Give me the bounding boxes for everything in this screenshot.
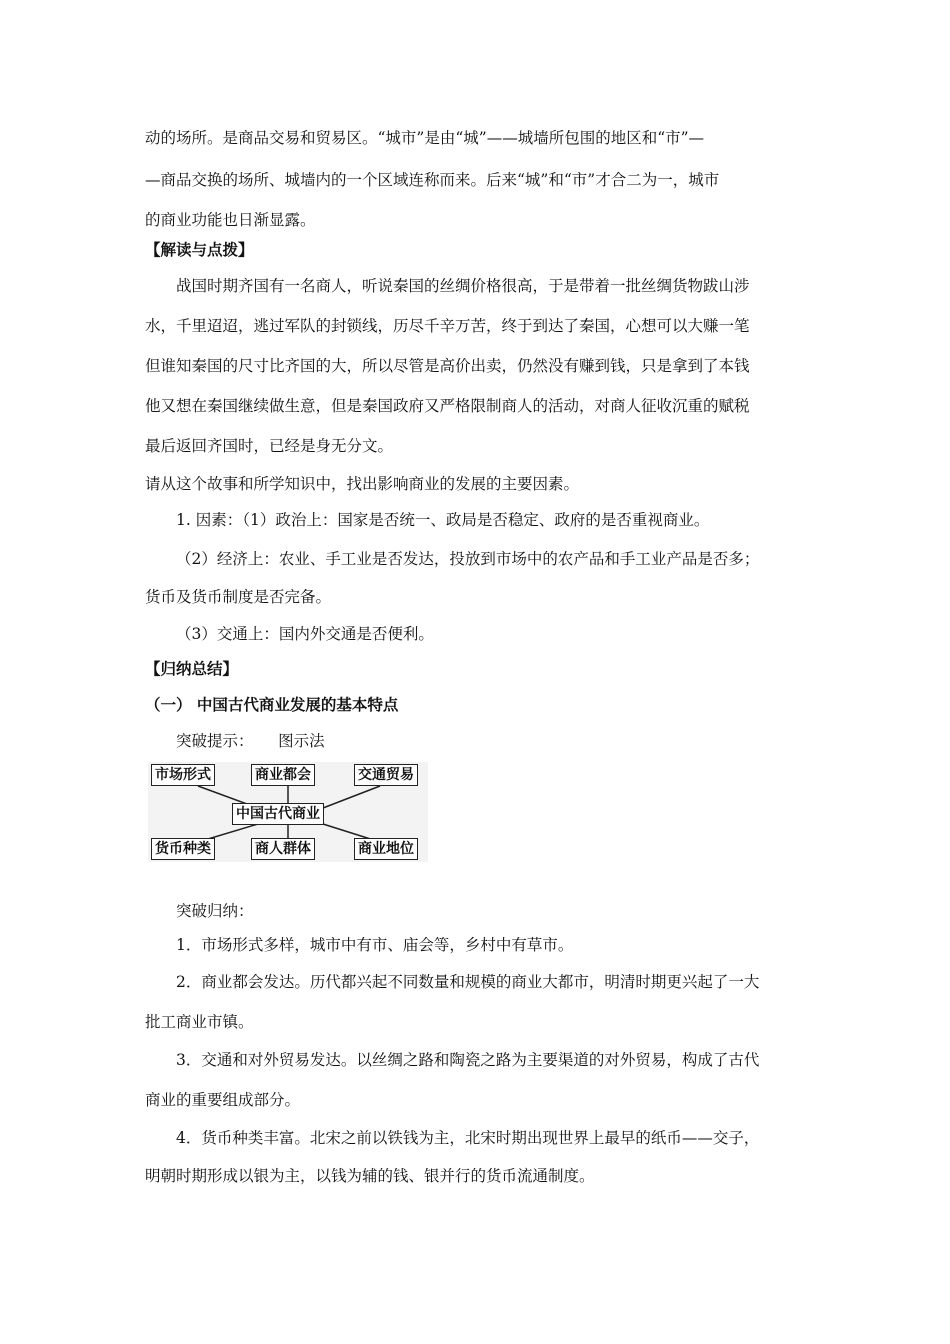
diagram-node-center: 中国古代商业	[232, 803, 324, 825]
intro-line-3: 的商业功能也日渐显露。	[145, 211, 316, 229]
point-line-7: 明朝时期形成以银为主，以钱为辅的钱、银并行的货币流通制度。	[145, 1167, 595, 1185]
question: 请从这个故事和所学知识中，找出影响商业的发展的主要因素。	[145, 475, 580, 493]
point-line-1: 1．市场形式多样，城市中有市、庙会等，乡村中有草市。	[176, 936, 574, 954]
answer-line-2: （2）经济上：农业、手工业是否发达，投放到市场中的农产品和手工业产品是否多；	[176, 550, 760, 568]
point-line-5: 商业的重要组成部分。	[145, 1091, 301, 1109]
story-line-2: 水，千里迢迢，逃过军队的封锁线，历尽千辛万苦，终于到达了秦国，心想可以大赚一笔	[145, 317, 750, 335]
conclude-label: 突破归纳：	[176, 902, 254, 920]
answer-line-4: （3）交通上：国内外交通是否便利。	[176, 625, 434, 643]
diagram-node-commerce-status: 商业地位	[354, 838, 418, 860]
intro-line-1: 动的场所。是商品交易和贸易区。“城市”是由“城”——城墙所包围的地区和“市”—	[145, 129, 705, 147]
answer-line-3: 货币及货币制度是否完备。	[145, 588, 332, 606]
diagram-node-currency-types: 货币种类	[151, 838, 215, 860]
section-heading-summary: 【归纳总结】	[145, 660, 239, 678]
commerce-diagram	[148, 762, 428, 862]
story-line-4: 他又想在秦国继续做生意，但是秦国政府又严格限制商人的活动，对商人征收沉重的赋税	[145, 397, 750, 415]
diagram-node-merchant-groups: 商人群体	[251, 838, 315, 860]
story-line-5: 最后返回齐国时，已经是身无分文。	[145, 437, 394, 455]
point-line-3: 批工商业市镇。	[145, 1013, 254, 1031]
intro-line-2: —商品交换的场所、城墙内的一个区域连称而来。后来“城”和“市”才合二为一，城市	[145, 171, 720, 189]
hint: 突破提示： 图示法	[176, 732, 325, 750]
point-line-2: 2．商业都会发达。历代都兴起不同数量和规模的商业大都市，明清时期更兴起了一大	[176, 973, 760, 991]
point-line-4: 3．交通和对外贸易发达。以丝绸之路和陶瓷之路为主要渠道的对外贸易，构成了古代	[176, 1051, 760, 1069]
diagram-node-transport-trade: 交通贸易	[354, 764, 418, 786]
answer-line-1: 1. 因素：（1）政治上：国家是否统一、政局是否稳定、政府的是否重视商业。	[176, 511, 710, 529]
subheading: （一） 中国古代商业发展的基本特点	[145, 696, 399, 714]
section-heading-interpret: 【解读与点拨】	[145, 241, 254, 259]
diagram-node-commercial-city: 商业都会	[251, 764, 315, 786]
story-line-3: 但谁知秦国的尺寸比齐国的大，所以尽管是高价出卖，仍然没有赚到钱，只是拿到了本钱	[145, 357, 750, 375]
diagram-node-market-form: 市场形式	[151, 764, 215, 786]
story-line-1: 战国时期齐国有一名商人，听说秦国的丝绸价格很高，于是带着一批丝绸货物跋山涉	[176, 277, 750, 295]
point-line-6: 4．货币种类丰富。北宋之前以铁钱为主，北宋时期出现世界上最早的纸币——交子，	[176, 1129, 760, 1147]
